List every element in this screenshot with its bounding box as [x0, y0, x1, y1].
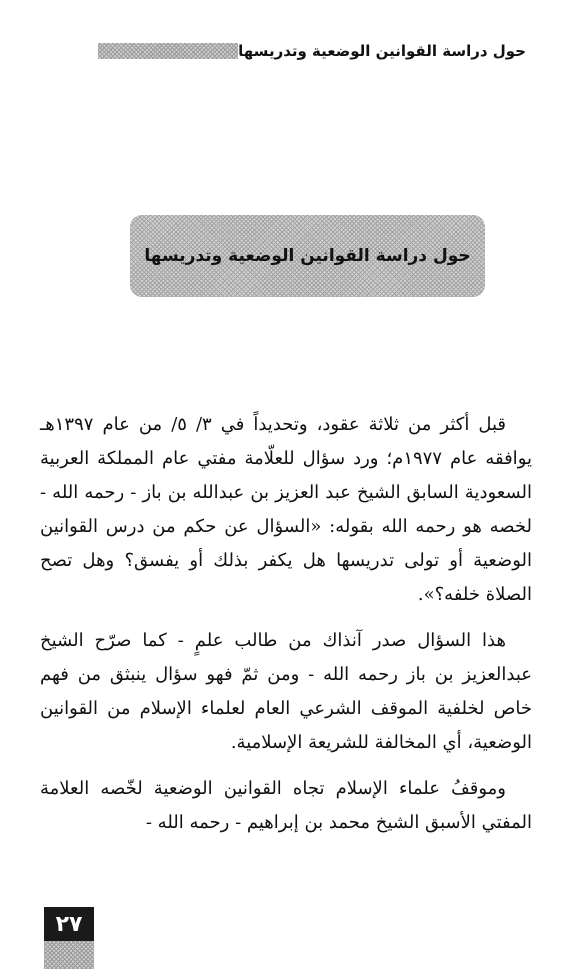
paragraph-1: قبل أكثر من ثلاثة عقود، وتحديداً في ٣/ ٥/ من عام ١٣٩٧هـ يوافقه عام ١٩٧٧م؛ ورد سؤال للعلّامة مفتي عام المملكة العربية السعودية السابق الشيخ عبد العزيز بن عبدالله بن باز - رحمه الله - لخصه هو رحمه الله بقوله: «السؤال عن حكم من درس القوانين الوضعية أو تولى تدريسها هل يكفر بذلك أو يفسق؟ وهل تصح الصلاة خلفه؟».	[40, 414, 532, 605]
footer-pattern-ornament	[44, 941, 94, 969]
header-pattern-ornament	[98, 43, 238, 59]
running-header	[98, 40, 526, 62]
body-text	[40, 408, 532, 840]
running-header-title: حول دراسة القوانين الوضعية وتدريسها	[238, 42, 526, 60]
page-number: ٢٧	[44, 907, 94, 941]
chapter-title: حول دراسة القوانين الوضعية وتدريسها	[144, 246, 471, 266]
chapter-title-box	[130, 215, 485, 297]
paragraph-2: هذا السؤال صدر آنذاك من طالب علمٍ - كما صرّح الشيخ عبدالعزيز بن باز رحمه الله - ومن ثمّ فهو سؤال ينبثق من فهم خاص لخلفية الموقف الشرعي العام لعلماء الإسلام من القوانين الوضعية، أي المخالفة للشريعة الإسلامية.	[40, 630, 532, 753]
paragraph-3: وموقفُ علماء الإسلام تجاه القوانين الوضعية لخّصه العلامة المفتي الأسبق الشيخ محمد بن إبراهيم - رحمه الله -	[40, 778, 532, 833]
